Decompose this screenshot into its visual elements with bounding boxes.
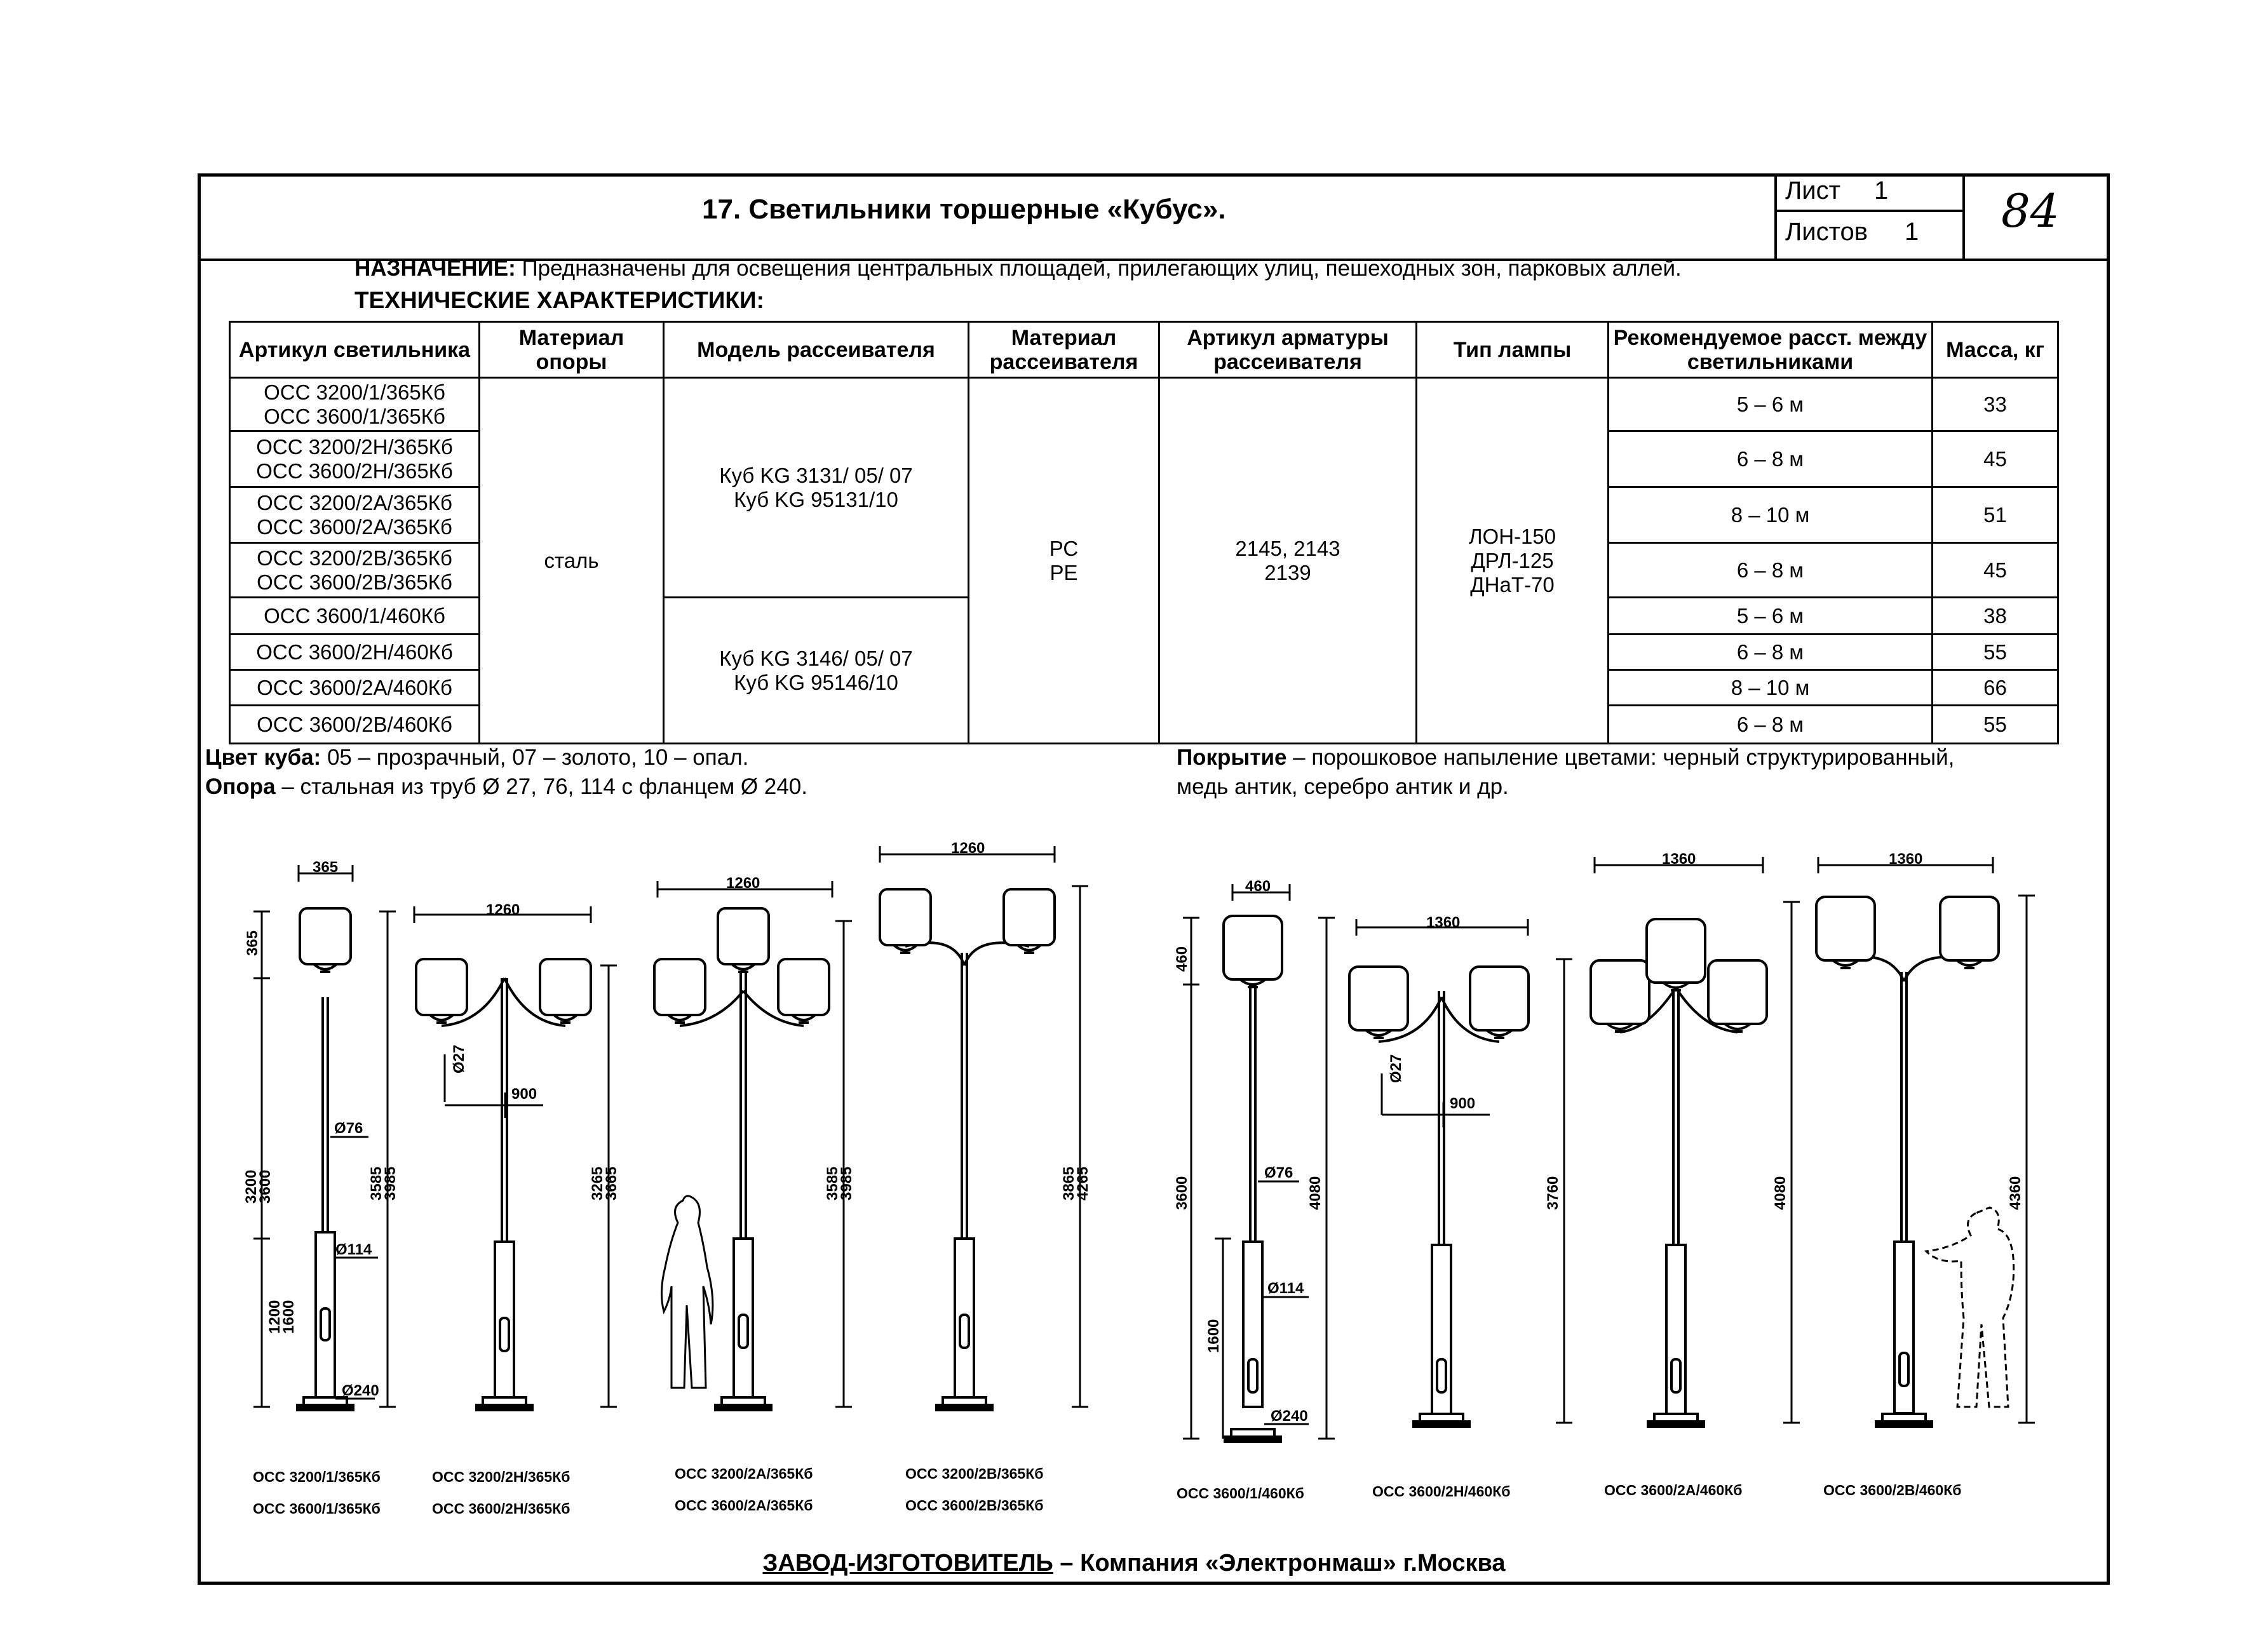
purpose-label: НАЗНАЧЕНИЕ: xyxy=(354,256,516,281)
pole-group-365-double xyxy=(416,959,591,1410)
table-cell-distance: 6 – 8 м xyxy=(1609,706,1933,744)
caption-occ-460-2a: ОСС 3600/2А/460Кб xyxy=(1604,1482,1743,1498)
coating-note-2: медь антик, серебро антик и др. xyxy=(1177,774,1509,799)
header-support-material: Материал опоры xyxy=(480,322,664,378)
color-note-label: Цвет куба: xyxy=(205,745,321,770)
table-cell-diffuser-model: Куб KG 3131/ 05/ 07 Куб KG 95131/10 xyxy=(664,378,969,598)
dimension-lines xyxy=(253,846,2035,1439)
dim-1260-a: 1260 xyxy=(486,901,520,918)
dim-900-b: 900 xyxy=(1450,1095,1476,1112)
human-silhouette-dashed-icon xyxy=(1926,1207,2014,1407)
dim-460-vertical: 460 xyxy=(1173,946,1191,972)
tech-heading: ТЕХНИЧЕСКИЕ ХАРАКТЕРИСТИКИ: xyxy=(354,287,764,313)
page-number: 84 xyxy=(2001,184,2060,238)
table-cell-mass: 55 xyxy=(1933,635,2058,670)
table-cell-distance: 5 – 6 м xyxy=(1609,378,1933,431)
dim-d76-b: Ø76 xyxy=(1264,1164,1293,1181)
header-diffuser-model: Модель рассеивателя xyxy=(664,322,969,378)
dim-height-1600: 1600 xyxy=(1205,1319,1222,1353)
caption-occ-365-2b: ОСС 3200/2В/365Кб ОСС 3600/2В/365Кб xyxy=(905,1465,1044,1514)
dim-1360-b: 1360 xyxy=(1662,850,1696,868)
header-diffuser-material: Материал рассеивателя xyxy=(969,322,1159,378)
dim-1360-a: 1360 xyxy=(1426,914,1461,931)
dim-height-3600: 3600 xyxy=(1173,1176,1191,1210)
dim-height-4080-b: 4080 xyxy=(1772,1176,1789,1210)
caption-occ-365-2a: ОСС 3200/2А/365Кб ОСС 3600/2А/365Кб xyxy=(675,1465,813,1514)
table-cell-mass: 66 xyxy=(1933,670,2058,706)
dim-height-4360: 4360 xyxy=(2007,1176,2024,1210)
caption-occ-365-1: ОСС 3200/1/365Кб ОСС 3600/1/365Кб xyxy=(253,1469,381,1517)
sheets-label: Листов xyxy=(1785,218,1868,246)
dim-height-4080-a: 4080 xyxy=(1307,1176,1324,1210)
dim-d114-a: Ø114 xyxy=(335,1241,372,1258)
page-title: 17. Светильники торшерные «Кубус». xyxy=(702,194,1226,225)
header-mass: Масса, кг xyxy=(1933,322,2058,378)
coating-note-label: Покрытие xyxy=(1177,745,1287,770)
pole-group-365-twin-arc xyxy=(880,889,1055,1410)
header-distance: Рекомендуемое расст. между светильниками xyxy=(1609,322,1933,378)
table-cell-diffuser-model: Куб KG 3146/ 05/ 07 Куб KG 95146/10 xyxy=(664,598,969,744)
table-cell-fitting-article: 2145, 2143 2139 xyxy=(1159,378,1417,744)
dim-height-3865-4265: 38654265 xyxy=(1060,1166,1091,1200)
pole-group-365-triple xyxy=(654,908,829,1410)
table-cell-mass: 33 xyxy=(1933,378,2058,431)
table-cell-distance: 6 – 8 м xyxy=(1609,635,1933,670)
header-fitting-article: Артикул арматуры рассеивателя xyxy=(1159,322,1417,378)
table-cell-distance: 5 – 6 м xyxy=(1609,598,1933,635)
table-cell-mass: 45 xyxy=(1933,543,2058,598)
sheet-value: 1 xyxy=(1874,177,1889,205)
human-silhouette-icon xyxy=(661,1196,712,1388)
dim-900-a: 900 xyxy=(511,1086,537,1103)
footer-label: ЗАВОД-ИЗГОТОВИТЕЛЬ xyxy=(762,1550,1053,1576)
caption-occ-365-2h: ОСС 3200/2Н/365Кб ОСС 3600/2Н/365Кб xyxy=(432,1469,570,1517)
dim-365-vertical: 365 xyxy=(244,930,261,956)
table-cell-mass: 45 xyxy=(1933,431,2058,487)
caption-occ-460-1: ОСС 3600/1/460Кб xyxy=(1177,1485,1304,1502)
manufacturer-footer xyxy=(0,1550,2268,1577)
support-note-label: Опора xyxy=(205,774,276,799)
table-cell-lamp-type: ЛОН-150 ДРЛ-125 ДНаТ-70 xyxy=(1417,378,1609,744)
table-cell-article: ОСС 3200/1/365Кб ОСС 3600/1/365Кб xyxy=(230,378,480,431)
dim-d240-b: Ø240 xyxy=(1271,1408,1308,1425)
purpose-body: Предназначены для освещения центральных площадей, прилегающих улиц, пешеходных зон, парковых аллей. xyxy=(515,256,1682,281)
table-cell-support-material: сталь xyxy=(480,378,664,744)
table-cell-mass: 51 xyxy=(1933,487,2058,543)
table-cell-distance: 6 – 8 м xyxy=(1609,543,1933,598)
dim-height-3585-3985-b: 35853985 xyxy=(824,1166,855,1200)
dim-height-3760: 3760 xyxy=(1544,1176,1562,1210)
table-cell-mass: 55 xyxy=(1933,706,2058,744)
dim-height-1200-1600: 12001600 xyxy=(266,1300,297,1334)
sheet-label: Лист xyxy=(1785,177,1840,205)
dim-height-3200-3600: 32003600 xyxy=(243,1169,274,1204)
table-cell-distance: 8 – 10 м xyxy=(1609,670,1933,706)
pole-group-460-double xyxy=(1349,967,1529,1427)
dim-460: 460 xyxy=(1245,878,1271,895)
table-cell-article: ОСС 3600/2В/460Кб xyxy=(230,706,480,744)
dim-d27-a: Ø27 xyxy=(450,1044,468,1073)
dim-d240-a: Ø240 xyxy=(342,1382,379,1399)
table-cell-mass: 38 xyxy=(1933,598,2058,635)
sheets-value: 1 xyxy=(1905,218,1919,246)
table-cell-article: ОСС 3600/2А/460Кб xyxy=(230,670,480,706)
coating-note-text: – порошковое напыление цветами: черный структурированный, xyxy=(1286,745,1955,770)
pole-group-365-single xyxy=(297,908,353,1410)
caption-occ-460-2b: ОСС 3600/2В/460Кб xyxy=(1823,1482,1962,1498)
pole-group-460-triple xyxy=(1591,919,1767,1427)
table-cell-article: ОСС 3600/1/460Кб xyxy=(230,598,480,635)
support-note-text: – стальная из труб Ø 27, 76, 114 с фланцем Ø 240. xyxy=(275,774,807,799)
table-cell-distance: 8 – 10 м xyxy=(1609,487,1933,543)
dim-1260-c: 1260 xyxy=(951,840,985,857)
pole-group-460-twin-arc xyxy=(1816,897,1999,1427)
dim-height-3585-3985-a: 35853985 xyxy=(368,1166,399,1200)
table-cell-article: ОСС 3600/2Н/460Кб xyxy=(230,635,480,670)
table-cell-article: ОСС 3200/2В/365Кб ОСС 3600/2В/365Кб xyxy=(230,543,480,598)
dim-1260-b: 1260 xyxy=(726,875,760,892)
table-cell-article: ОСС 3200/2А/365Кб ОСС 3600/2А/365Кб xyxy=(230,487,480,543)
dim-height-3265-3665: 32653665 xyxy=(589,1166,620,1200)
dim-d114-b: Ø114 xyxy=(1267,1280,1304,1297)
header-lamp-type: Тип лампы xyxy=(1417,322,1609,378)
dim-365: 365 xyxy=(313,859,339,876)
caption-occ-460-2h: ОСС 3600/2Н/460Кб xyxy=(1372,1483,1511,1500)
dim-1360-c: 1360 xyxy=(1889,850,1923,868)
dim-d27-b: Ø27 xyxy=(1387,1054,1405,1083)
table-cell-distance: 6 – 8 м xyxy=(1609,431,1933,487)
footer-text: – Компания «Электронмаш» г.Москва xyxy=(1053,1550,1506,1576)
dim-d76-a: Ø76 xyxy=(334,1120,363,1137)
color-note-text: 05 – прозрачный, 07 – золото, 10 – опал. xyxy=(321,745,749,770)
table-cell-article: ОСС 3200/2Н/365Кб ОСС 3600/2Н/365Кб xyxy=(230,431,480,487)
header-article: Артикул светильника xyxy=(230,322,480,378)
table-cell-diffuser-material: РС РЕ xyxy=(969,378,1159,744)
